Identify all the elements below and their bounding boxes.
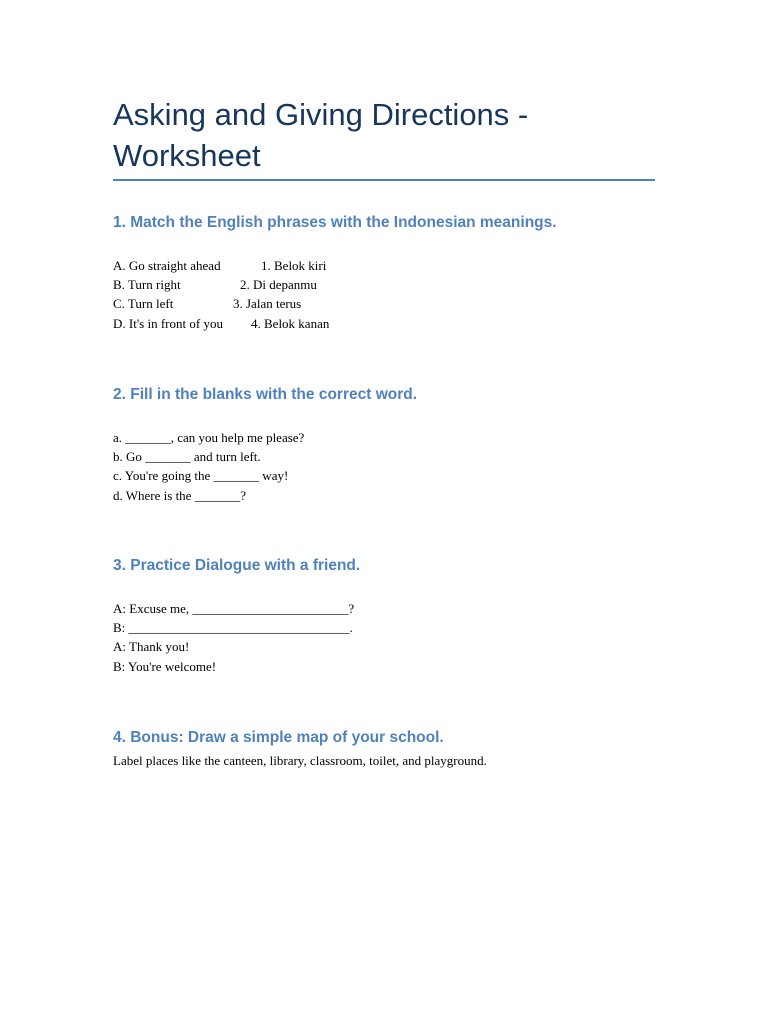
list-item: a. _______, can you help me please?	[113, 430, 305, 445]
section-4-heading: 4. Bonus: Draw a simple map of your school.	[113, 729, 444, 746]
matching-indonesian-meaning: 2. Di depanmu	[240, 277, 317, 293]
section-3-heading: 3. Practice Dialogue with a friend.	[113, 557, 361, 574]
matching-row	[113, 275, 513, 294]
section-1-heading: 1. Match the English phrases with the Indonesian meanings.	[113, 214, 557, 231]
list-item: B: __________________________________.	[113, 620, 353, 636]
list-item: d. Where is the _______?	[113, 487, 246, 503]
matching-indonesian-meaning: 4. Belok kanan	[251, 315, 330, 331]
section-2-heading: 2. Fill in the blanks with the correct word.	[113, 386, 418, 403]
list-item: b. Go _______ and turn left.	[113, 449, 261, 465]
matching-english-phrase: C. Turn left	[113, 296, 174, 312]
matching-row	[113, 294, 513, 313]
matching-english-phrase: A. Go straight ahead	[113, 258, 221, 273]
dialogue-list	[113, 599, 354, 676]
bonus-instructions: Label places like the canteen, library, classroom, toilet, and playground.	[113, 753, 487, 768]
matching-english-phrase: B. Turn right	[113, 277, 181, 293]
fill-in-blanks-list	[113, 428, 304, 505]
matching-english-phrase: D. It's in front of you	[113, 315, 223, 331]
matching-indonesian-meaning: 3. Jalan terus	[233, 296, 302, 312]
document-title: Asking and Giving Directions - Worksheet	[113, 97, 529, 173]
list-item: c. You're going the _______ way!	[113, 468, 289, 484]
list-item: A: Excuse me, ________________________?	[113, 601, 355, 616]
list-item: B: You're welcome!	[113, 658, 217, 674]
matching-indonesian-meaning: 1. Belok kiri	[261, 258, 327, 273]
title-underline	[113, 179, 655, 181]
matching-list	[113, 256, 513, 333]
matching-row	[113, 256, 513, 275]
matching-row	[113, 314, 513, 333]
list-item: A: Thank you!	[113, 639, 190, 655]
